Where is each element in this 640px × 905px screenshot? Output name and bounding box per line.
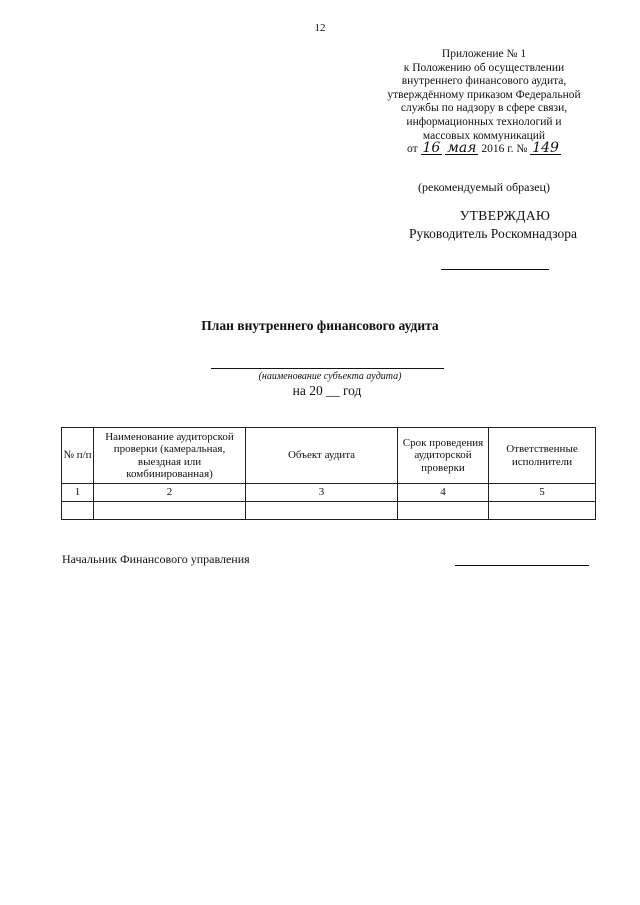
order-number: 149 — [532, 140, 559, 157]
page-number: 12 — [314, 22, 326, 34]
subject-name-line — [211, 368, 444, 369]
approval-position: Руководитель Роскомнадзора — [409, 226, 577, 241]
header-cell-audit-object: Объект аудита — [246, 428, 398, 484]
appendix-line: службы по надзору в сфере связи, — [400, 102, 568, 115]
appendix-line: внутреннего финансового аудита, — [401, 75, 567, 88]
header-cell-audit-period: Срок проведения аудиторской проверки — [398, 428, 489, 484]
date-month: мая — [447, 140, 477, 157]
header-cell-number: № п/п — [62, 428, 94, 484]
order-date-line — [370, 140, 598, 157]
appendix-line: информационных технологий и — [406, 115, 562, 128]
table-row-column-numbers — [62, 484, 596, 502]
table-cell: 3 — [246, 484, 398, 502]
table-cell — [489, 502, 596, 520]
table-cell — [94, 502, 246, 520]
appendix-line: Приложение № 1 — [441, 48, 527, 60]
table-cell — [62, 502, 94, 520]
appendix-block — [370, 48, 598, 157]
table-cell — [398, 502, 489, 520]
subject-name-caption: (наименование субъекта аудита) — [258, 371, 402, 382]
table-cell: 1 — [62, 484, 94, 502]
date-day: 16 — [422, 140, 441, 157]
header-cell-audit-name: Наименование аудиторской проверки (камеральная, выездная или комбинированная) — [94, 428, 246, 484]
document-title: План внутреннего финансового аудита — [201, 318, 439, 333]
signatory-label: Начальник Финансового управления — [62, 552, 250, 566]
approval-title: УТВЕРЖДАЮ — [459, 208, 551, 223]
appendix-line: к Положению об осуществлении — [403, 61, 565, 74]
date-year: 2016 г. № — [481, 143, 528, 156]
approval-signature-line — [441, 269, 549, 270]
table-cell: 4 — [398, 484, 489, 502]
date-prefix: от — [407, 143, 418, 156]
recommended-sample-note: (рекомендуемый образец) — [418, 180, 550, 194]
header-cell-responsible: Ответственные исполнители — [489, 428, 596, 484]
appendix-line: утверждённому приказом Федеральной — [387, 88, 581, 101]
table-header-row — [62, 428, 596, 484]
table-cell: 5 — [489, 484, 596, 502]
table-cell — [246, 502, 398, 520]
table-cell: 2 — [94, 484, 246, 502]
table-row-empty — [62, 502, 596, 520]
appendix-line: массовых коммуникаций — [422, 129, 546, 142]
plan-year-line: на 20 __ год — [292, 383, 362, 398]
audit-plan-table — [61, 427, 596, 520]
signatory-signature-line — [455, 565, 589, 566]
